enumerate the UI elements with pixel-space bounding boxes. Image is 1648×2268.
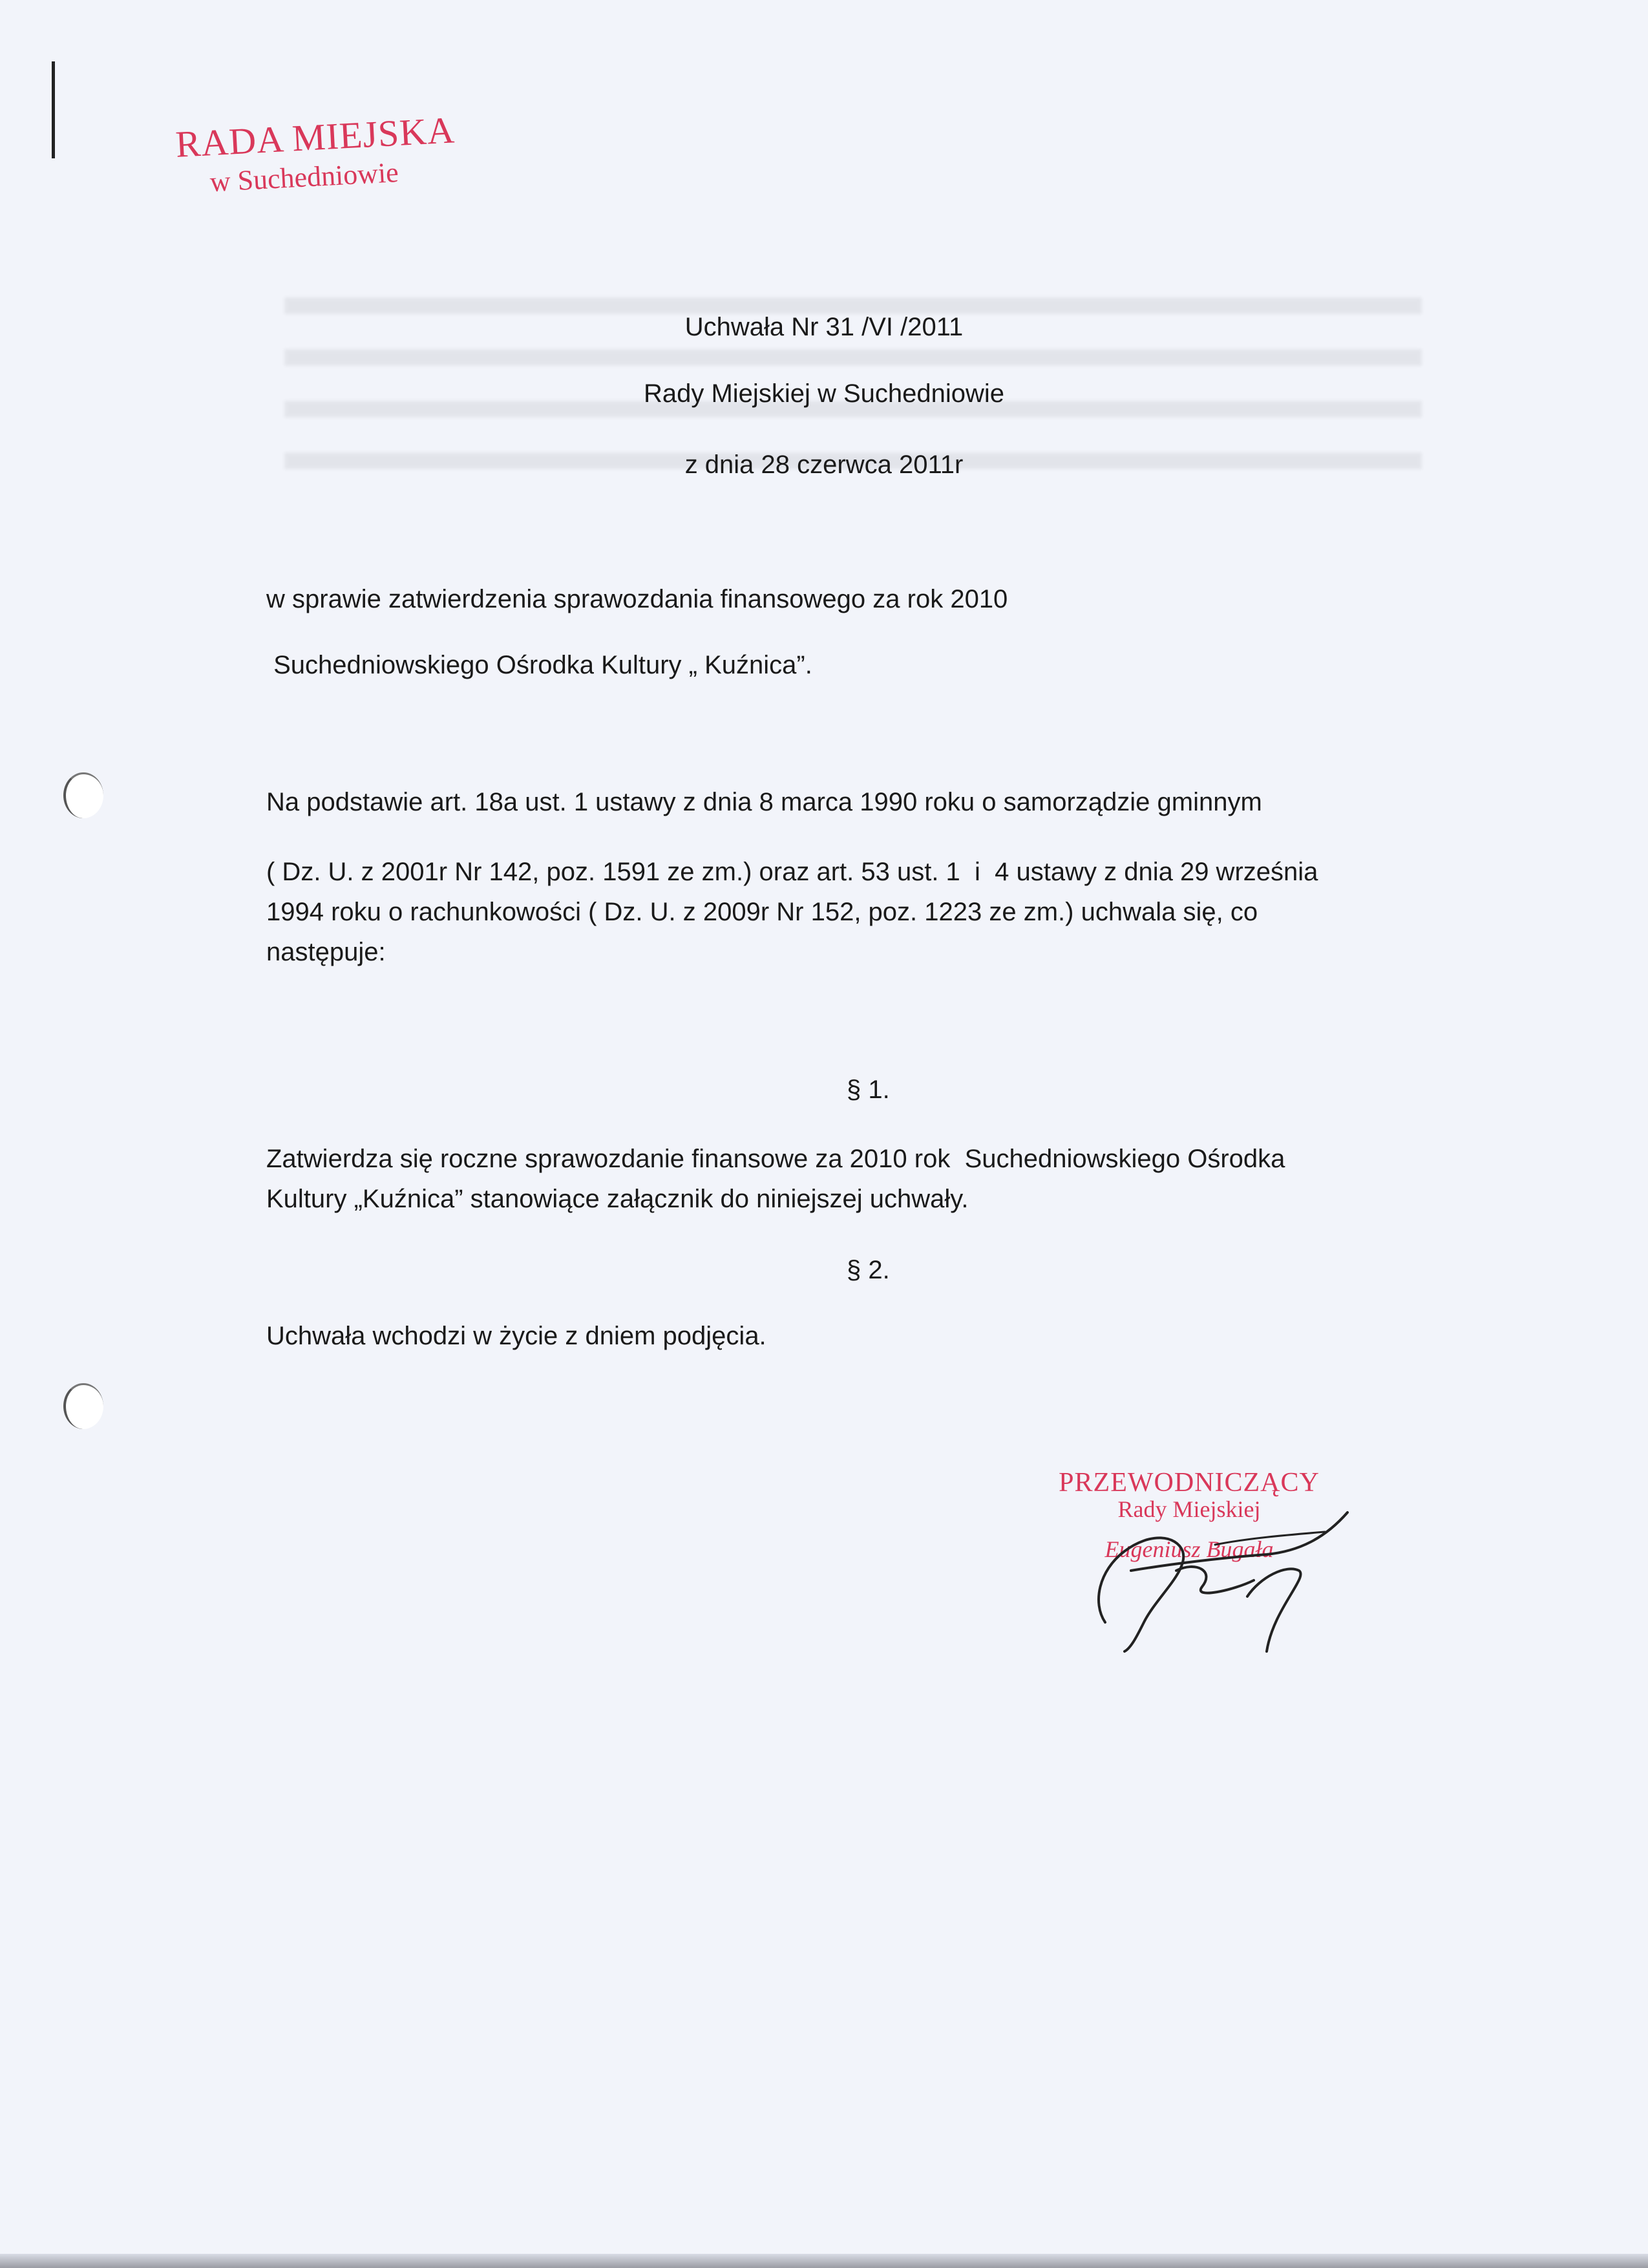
punch-hole-bottom — [63, 1383, 103, 1429]
section-2-text: Uchwała wchodzi w życie z dniem podjęcia. — [266, 1322, 766, 1350]
scan-bottom-edge — [0, 2254, 1648, 2268]
scan-edge-mark — [52, 61, 55, 158]
legal-basis-line-1: Na podstawie art. 18a ust. 1 ustawy z dnia 8 marca 1990 roku o samorządzie gminnym — [266, 788, 1262, 816]
resolution-number: Uchwała Nr 31 /VI /2011 — [684, 313, 964, 341]
resolution-date: z dnia 28 czerwca 2011r — [684, 450, 964, 479]
council-stamp — [174, 108, 458, 200]
legal-basis-line-4: następuje: — [266, 938, 386, 966]
subject-line-1: w sprawie zatwierdzenia sprawozdania finansowego za rok 2010 — [266, 585, 1008, 613]
section-1-line-1: Zatwierdza się roczne sprawozdanie finansowe za 2010 rok Suchedniowskiego Ośrodka — [266, 1145, 1285, 1173]
resolution-body: Rady Miejskiej w Suchedniowie — [643, 379, 1005, 408]
section-1-line-2: Kultury „Kuźnica” stanowiące załącznik do niniejszej uchwały. — [266, 1185, 969, 1213]
legal-basis-line-3: 1994 roku o rachunkowości ( Dz. U. z 2009r Nr 152, poz. 1223 ze zm.) uchwala się, co — [266, 898, 1258, 926]
section-1-mark: § 1. — [847, 1076, 890, 1104]
handwritten-signature — [1053, 1474, 1389, 1661]
council-stamp-line1: RADA MIEJSKA — [174, 109, 456, 165]
section-2-mark: § 2. — [847, 1256, 890, 1284]
chairman-stamp-subtitle: Rady Miejskiej — [1117, 1496, 1261, 1522]
legal-basis-line-2: ( Dz. U. z 2001r Nr 142, poz. 1591 ze zm.) oraz art. 53 ust. 1 i 4 ustawy z dnia 29 września — [266, 858, 1318, 886]
chairman-stamp-title: PRZEWODNICZĄCY — [1059, 1468, 1320, 1498]
subject-line-2: Suchedniowskiego Ośrodka Kultury „ Kuźnica”. — [266, 651, 812, 679]
chairman-stamp-name: Eugeniusz Bugała — [1104, 1536, 1274, 1562]
council-stamp-line2: w Suchedniowie — [209, 156, 399, 198]
punch-hole-top — [63, 772, 103, 818]
